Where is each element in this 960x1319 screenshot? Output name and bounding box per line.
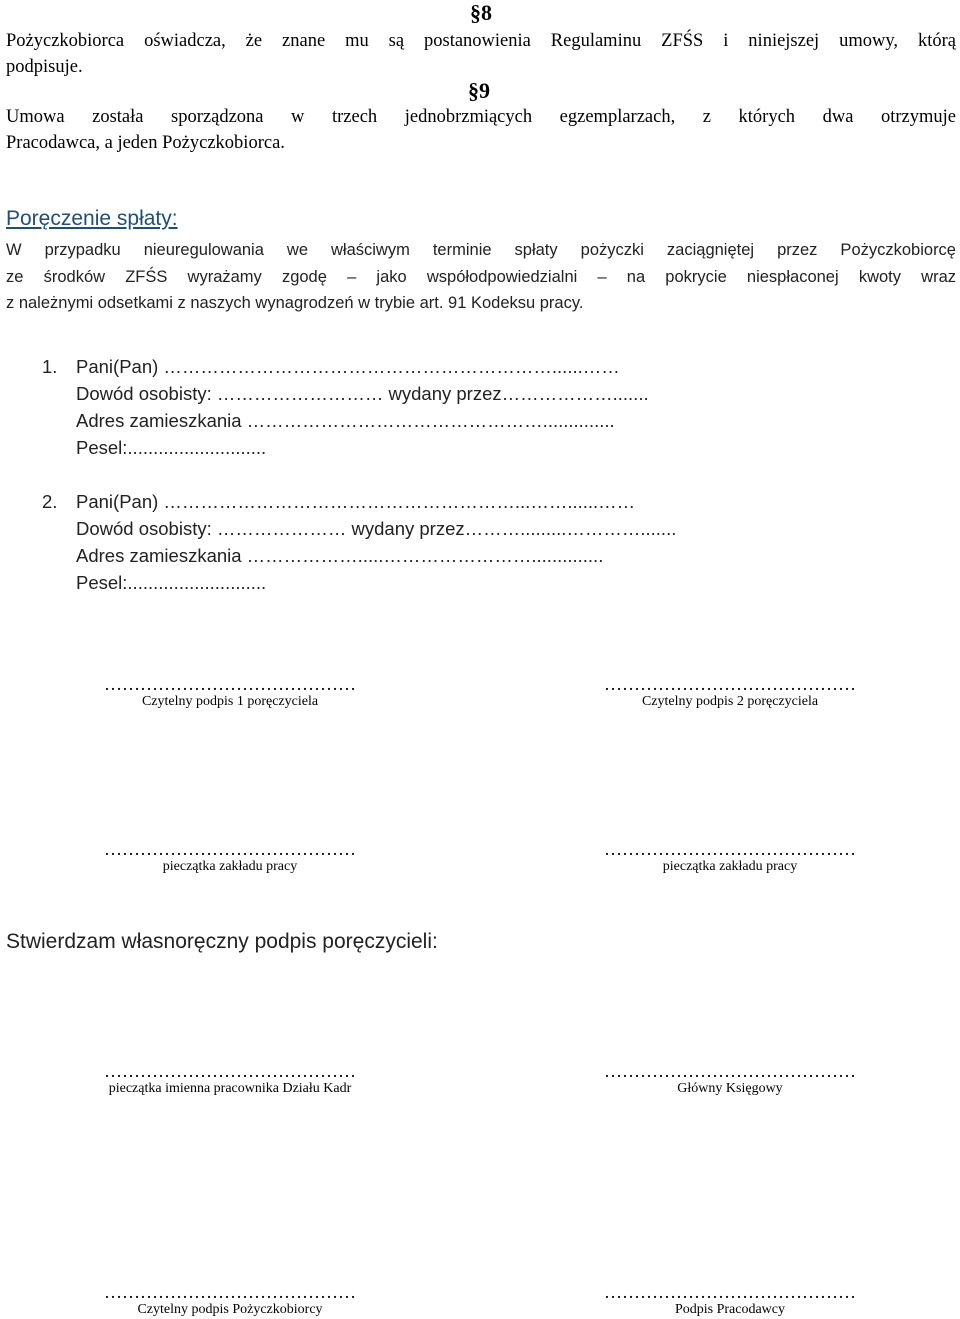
borrower-signature [70, 1283, 390, 1319]
guarantee-heading: Poręczenie spłaty: [6, 207, 178, 230]
guarantor-1-signature [70, 675, 390, 711]
signature-dots: …………………………………… [104, 674, 356, 694]
section-8-line-2: podpisuje. [6, 57, 83, 77]
guarantee-line-3: z należnymi odsetkami z naszych wynagrodzeń w trybie art. 91 Kodeksu pracy. [6, 294, 584, 312]
guarantor-1-pesel-line: Pesel:........................... [76, 437, 267, 458]
workplace-stamp-2 [570, 840, 890, 876]
section-8-text [6, 28, 956, 80]
guarantee-text [6, 237, 956, 317]
hr-stamp-signature [70, 1062, 390, 1098]
section-8-mark: §8 [470, 0, 492, 25]
guarantor-2-address-line: Adres zamieszkania ……………….....…………………….............. [76, 545, 604, 566]
workplace-stamp-2-caption: pieczątka zakładu pracy [662, 859, 798, 874]
workplace-stamp-1-caption: pieczątka zakładu pracy [162, 859, 298, 874]
borrower-signature-caption: Czytelny podpis Pożyczkobiorcy [137, 1302, 323, 1317]
guarantor-1-signature-caption: Czytelny podpis 1 poręczyciela [141, 694, 319, 709]
guarantor-1-address-line: Adres zamieszkania ………………………………………….............. [76, 410, 615, 431]
employer-signature [570, 1283, 890, 1319]
guarantor-1-number: 1. [42, 356, 58, 377]
guarantor-2-block [42, 488, 676, 596]
chief-accountant-signature [570, 1062, 890, 1098]
guarantee-line-1: W przypadku nieuregulowania we właściwym terminie spłaty pożyczki zaciągniętej przez Pożyczkobiorcę [6, 241, 956, 259]
guarantor-2-number: 2. [42, 491, 58, 512]
guarantor-2-signature-caption: Czytelny podpis 2 poręczyciela [641, 694, 819, 709]
signature-dots: …………………………………… [104, 1061, 356, 1081]
guarantor-1-name-line: Pani(Pan) ………………………………………………………......…… [76, 356, 620, 377]
signature-dots: …………………………………… [604, 674, 856, 694]
guarantor-2-signature [570, 675, 890, 711]
guarantor-2-id-line: Dowód osobisty: ………………… wydany przez……….........…………....... [76, 518, 677, 539]
employer-signature-caption: Podpis Pracodawcy [674, 1302, 786, 1317]
section-9-text [6, 104, 956, 156]
hr-stamp-caption: pieczątka imienna pracownika Działu Kadr [108, 1081, 352, 1096]
guarantor-2-pesel-line: Pesel:........................... [76, 572, 267, 593]
signature-dots: …………………………………… [104, 1282, 356, 1302]
section-9-mark: §9 [468, 78, 490, 103]
guarantor-1-block [42, 353, 649, 461]
workplace-stamp-1 [70, 840, 390, 876]
section-9-line-1: Umowa została sporządzona w trzech jednobrzmiących egzemplarzach, z których dwa otrzymuje [6, 107, 956, 127]
signature-dots: …………………………………… [104, 839, 356, 859]
guarantor-1-id-line: Dowód osobisty: ……………………… wydany przez………………....... [76, 383, 649, 404]
chief-accountant-caption: Główny Księgowy [677, 1081, 783, 1096]
signature-dots: …………………………………… [604, 839, 856, 859]
signature-dots: …………………………………… [604, 1282, 856, 1302]
guarantee-line-2: ze środków ZFŚS wyrażamy zgodę – jako współodpowiedzialni – na pokrycie niespłaconej kwoty wraz [6, 267, 956, 286]
guarantor-2-name-line: Pani(Pan) …………………………………………………...……......…… [76, 491, 636, 512]
signature-dots: …………………………………… [604, 1061, 856, 1081]
section-8-line-1: Pożyczkobiorca oświadcza, że znane mu są postanowienia Regulaminu ZFŚS i niniejszej umowy, którą [6, 31, 956, 51]
confirmation-statement: Stwierdzam własnoręczny podpis poręczycieli: [6, 930, 438, 953]
section-9-line-2: Pracodawca, a jeden Pożyczkobiorca. [6, 133, 285, 153]
